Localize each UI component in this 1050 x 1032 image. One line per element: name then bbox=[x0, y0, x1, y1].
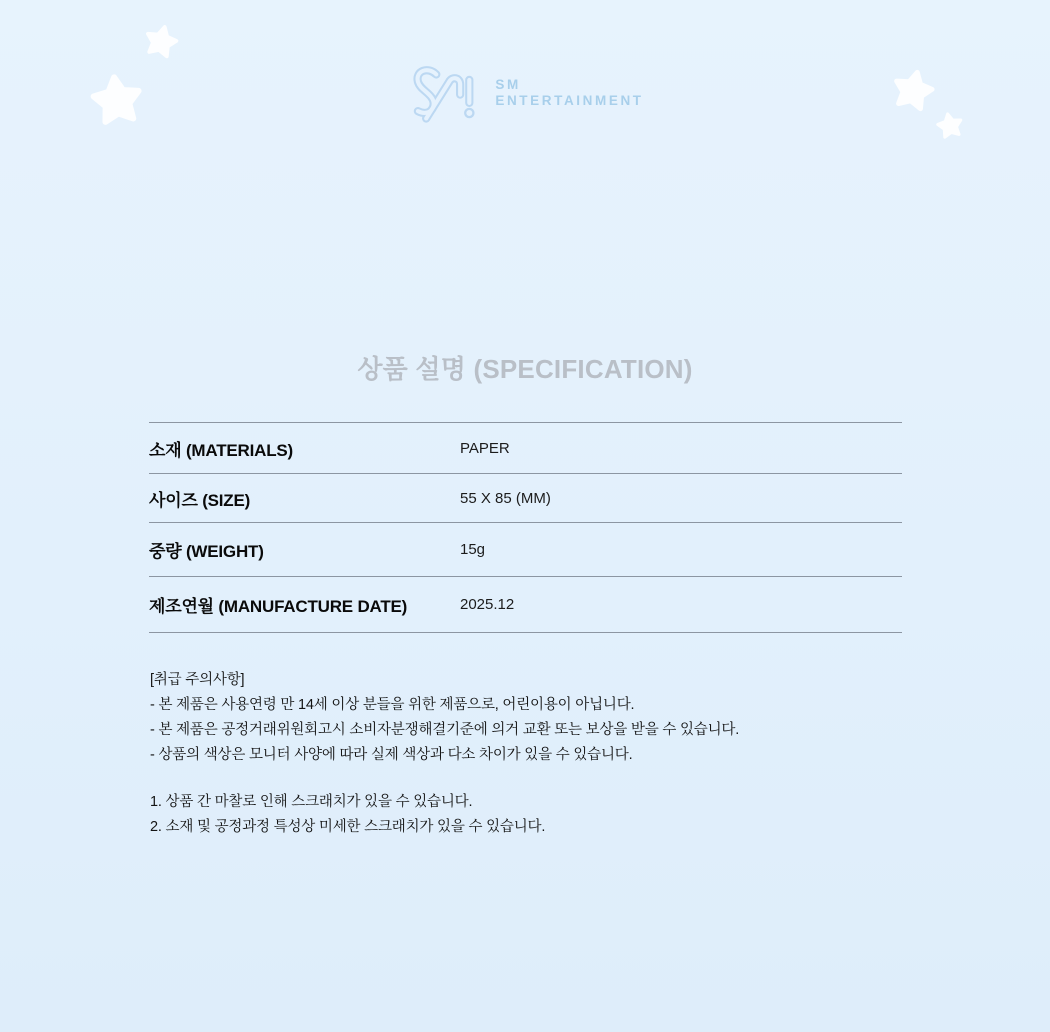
notice-item: - 상품의 색상은 모니터 사양에 따라 실제 색상과 다소 차이가 있을 수 있습니다. bbox=[150, 747, 633, 763]
spec-row-weight bbox=[149, 522, 902, 576]
spec-value: 2025.12 bbox=[460, 596, 515, 613]
sm-logo-icon bbox=[406, 66, 484, 126]
spec-value: 55 X 85 (MM) bbox=[460, 489, 551, 507]
spec-row-materials bbox=[149, 422, 902, 473]
notice-numbered-item: 1. 상품 간 마찰로 인해 스크래치가 있을 수 있습니다. bbox=[150, 794, 473, 810]
brand-name-line2: ENTERTAINMENT bbox=[495, 93, 644, 108]
spec-value: PAPER bbox=[460, 439, 510, 457]
spec-row-size bbox=[149, 473, 902, 522]
spec-label: 중량 (WEIGHT) bbox=[149, 542, 264, 561]
spec-value: 15g bbox=[460, 541, 486, 558]
spec-label: 소재 (MATERIALS) bbox=[149, 440, 293, 460]
spec-label: 제조연월 (MANUFACTURE DATE) bbox=[149, 597, 408, 616]
notice-item: - 본 제품은 공정거래위원회고시 소비자분쟁해결기준에 의거 교환 또는 보상을 받을 수 있습니다. bbox=[150, 722, 740, 738]
notice-item: - 본 제품은 사용연령 만 14세 이상 분들을 위한 제품으로, 어린이용이 아닙니다. bbox=[150, 697, 635, 713]
page-title: 상품 설명 (SPECIFICATION) bbox=[357, 354, 693, 384]
spec-row-manufacture-date bbox=[149, 576, 902, 633]
handling-notices bbox=[150, 668, 870, 840]
brand-logo-text bbox=[495, 77, 643, 110]
brand-name-line1: SM bbox=[495, 76, 521, 92]
brand-logo bbox=[0, 66, 1050, 126]
spec-label: 사이즈 (SIZE) bbox=[149, 490, 251, 510]
star-icon bbox=[137, 18, 185, 66]
spec-table bbox=[149, 422, 902, 633]
notice-numbered-item: 2. 소재 및 공정과정 특성상 미세한 스크래치가 있을 수 있습니다. bbox=[150, 819, 546, 835]
notices-heading: [취급 주의사항] bbox=[150, 672, 245, 688]
